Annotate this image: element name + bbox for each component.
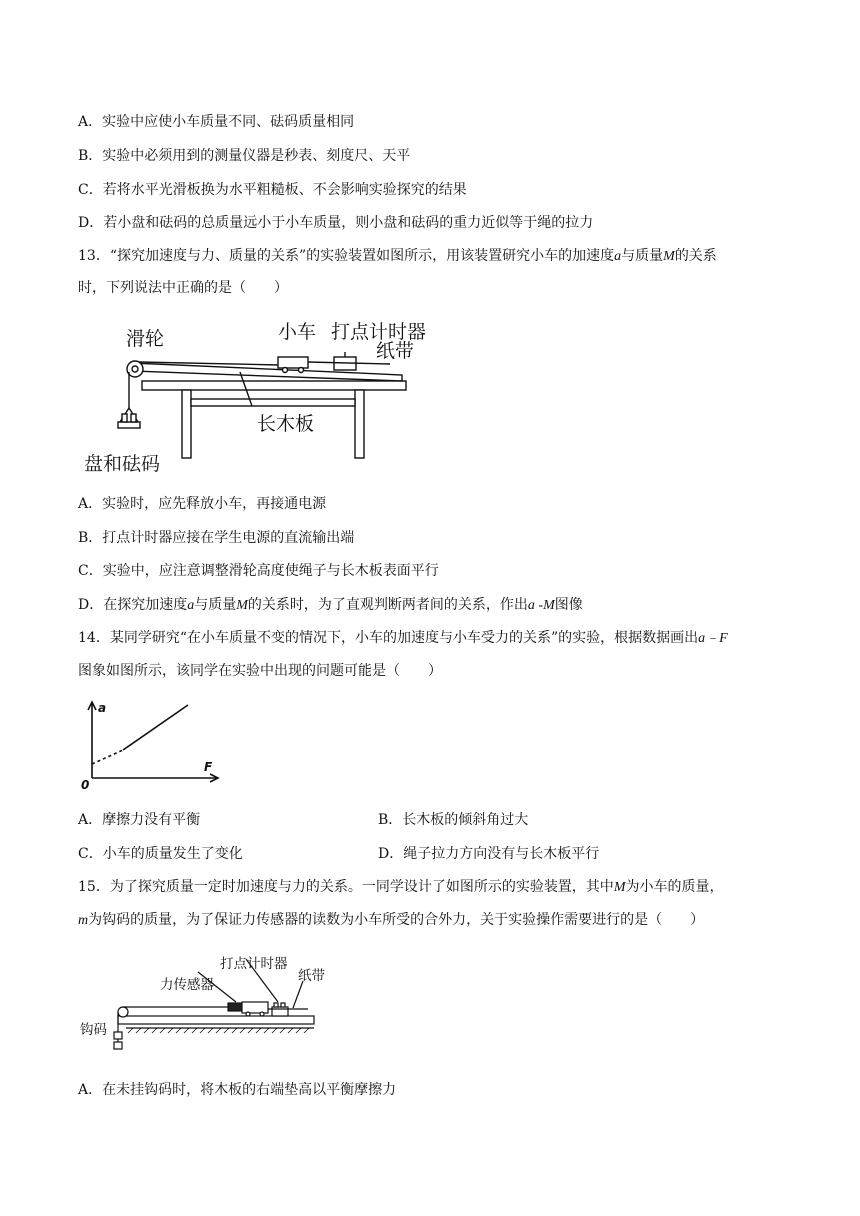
q14-x-axis-label: F — [204, 760, 213, 774]
q15-stem-line2: m为钩码的质量，为了保证力传感器的读数为小车所受的合外力，关于实验操作需要进行的是（ ） — [78, 912, 705, 928]
q13-apparatus-figure — [80, 312, 430, 482]
q14-stem-line2: 图象如图所示，该同学在实验中出现的问题可能是（ ） — [78, 663, 442, 679]
q15-label-weights: 钩码 — [80, 1022, 107, 1038]
q14-option-b: B．长木板的倾斜角过大 — [378, 812, 529, 828]
q14-origin-label: 0 — [81, 778, 90, 792]
q15-option-a: A．在未挂钩码时，将木板的右端垫高以平衡摩擦力 — [78, 1082, 397, 1098]
q14-stem-line1: 14．某同学研究“在小车质量不变的情况下，小车的加速度与小车受力的关系”的实验，根据数据画出a﹣F — [78, 630, 728, 646]
q14-option-d: D．绳子拉力方向没有与长木板平行 — [378, 846, 600, 862]
q13-label-pulley: 滑轮 — [126, 328, 165, 350]
q15-label-sensor: 力传感器 — [160, 977, 214, 993]
q15-stem-line1: 15．为了探究质量一定时加速度与力的关系。一同学设计了如图所示的实验装置，其中M为小车的质量， — [78, 879, 724, 895]
q14-y-axis-label: a — [98, 701, 107, 715]
q15-label-tape: 纸带 — [298, 968, 325, 984]
q14-option-c: C．小车的质量发生了变化 — [78, 846, 243, 862]
q15-label-timer: 打点计时器 — [220, 956, 288, 972]
q14-option-a: A．摩擦力没有平衡 — [78, 812, 201, 828]
q12-option-c: C．若将水平光滑板换为水平粗糙板、不会影响实验探究的结果 — [78, 182, 467, 198]
q13-label-timer: 打点计时器 — [331, 321, 427, 343]
q13-stem-line2: 时，下列说法中正确的是（ ） — [78, 280, 288, 296]
q13-label-board: 长木板 — [257, 413, 315, 435]
q14-a-f-graph — [78, 698, 228, 793]
q15-apparatus-figure — [78, 950, 328, 1065]
q13-option-c: C．实验中，应注意调整滑轮高度使绳子与长木板表面平行 — [78, 563, 439, 579]
q12-option-a: A．实验中应使小车质量不同、砝码质量相同 — [78, 114, 355, 130]
q13-stem-line1: 13．“探究加速度与力、质量的关系”的实验装置如图所示，用该装置研究小车的加速度a与质量M的关系 — [78, 248, 717, 264]
q13-option-b: B．打点计时器应接在学生电源的直流输出端 — [78, 530, 355, 546]
q13-label-tape: 纸带 — [376, 340, 415, 362]
q12-option-d: D．若小盘和砝码的总质量远小于小车质量，则小盘和砝码的重力近似等于绳的拉力 — [78, 215, 594, 231]
q13-option-d: D．在探究加速度a与质量M的关系时，为了直观判断两者间的关系，作出a -M图像 — [78, 597, 583, 613]
q12-option-b: B．实验中必须用到的测量仪器是秒表、刻度尺、天平 — [78, 148, 411, 164]
q13-option-a: A．实验时，应先释放小车，再接通电源 — [78, 496, 327, 512]
q13-label-cart: 小车 — [278, 321, 317, 343]
q13-label-weights: 盘和砝码 — [84, 453, 161, 475]
